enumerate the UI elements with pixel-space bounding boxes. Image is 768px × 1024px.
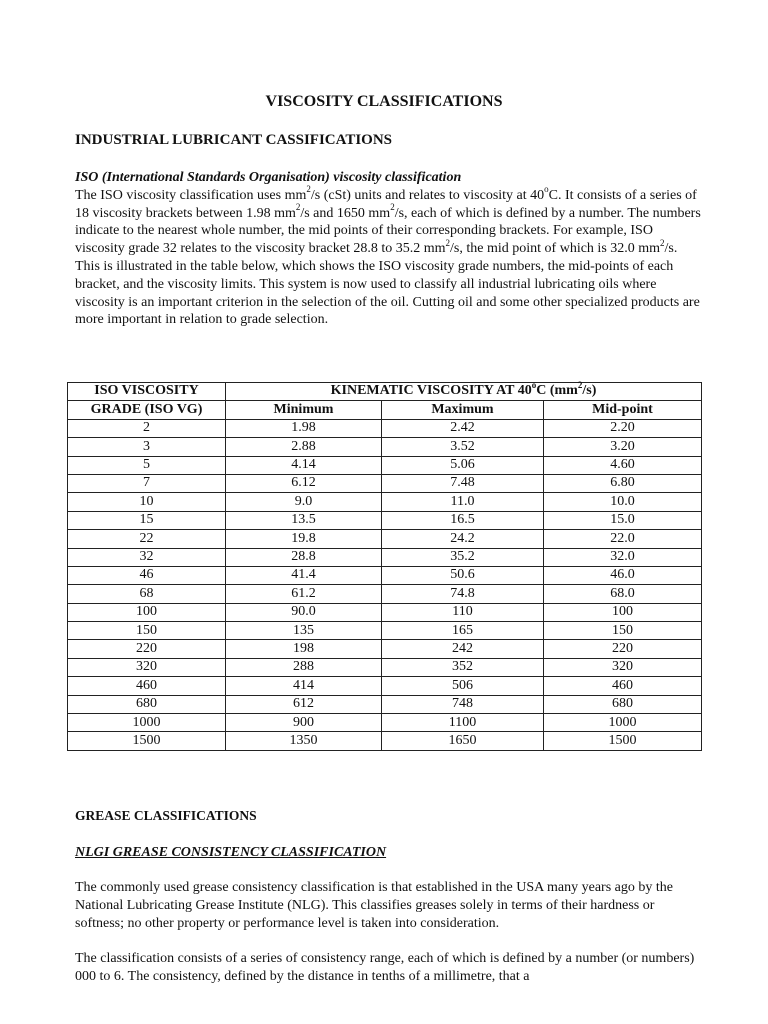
cell-minimum: 13.5 <box>226 511 382 529</box>
iso-sup-3: 2 <box>295 201 301 212</box>
table-row <box>68 530 702 548</box>
iso-text-2: /s (cSt) units and relates to viscosity at 40 <box>310 187 545 203</box>
cell-maximum: 16.5 <box>381 511 543 529</box>
cell-midpoint: 22.0 <box>543 530 701 548</box>
iso-text-6: /s, the mid point of which is 32.0 mm <box>450 241 661 257</box>
table-row <box>68 677 702 695</box>
cell-minimum: 19.8 <box>226 530 382 548</box>
iso-sup-2: o <box>544 184 549 195</box>
iso-sup-1: 2 <box>306 184 311 195</box>
iso-text-4: /s and 1650 mm <box>300 205 391 221</box>
table-row <box>68 732 702 750</box>
grease-paragraph-2: The classification consists of a series of consistency range, each of which is defined by a number (or numbers) 000 to 6. The consistency, defined by the distance in tenths of a millimetre, that a <box>75 951 695 984</box>
cell-maximum: 3.52 <box>381 438 543 456</box>
grade-header <box>68 383 226 401</box>
table-row <box>68 456 702 474</box>
cell-maximum: 1100 <box>381 714 543 732</box>
col-minimum: Minimum <box>226 401 382 419</box>
table-row <box>68 603 702 621</box>
industrial-lubricant-heading: INDUSTRIAL LUBRICANT CASSIFICATIONS <box>75 132 393 148</box>
cell-maximum: 5.06 <box>381 456 543 474</box>
grade-header-line1: ISO VISCOSITY <box>94 383 199 399</box>
cell-grade: 15 <box>68 511 226 529</box>
cell-maximum: 50.6 <box>381 566 543 584</box>
cell-midpoint: 32.0 <box>543 548 701 566</box>
cell-grade: 32 <box>68 548 226 566</box>
cell-minimum: 288 <box>226 658 382 676</box>
grease-paragraph-1: The commonly used grease consistency classification is that established in the USA many years ago by the National Lubricating Grease Institute (NLG). This classifies greases solely in terms of their hardness or softness; no other property or performance level is taken into consideration. <box>75 880 673 931</box>
cell-minimum: 1.98 <box>226 419 382 437</box>
iso-subheading: ISO (International Standards Organisation) viscosity classification <box>75 170 462 185</box>
nlgi-heading: NLGI GREASE CONSISTENCY CLASSIFICATION <box>75 845 387 860</box>
cell-grade: 22 <box>68 530 226 548</box>
cell-grade: 100 <box>68 603 226 621</box>
cell-maximum: 165 <box>381 622 543 640</box>
cell-grade: 7 <box>68 474 226 492</box>
cell-midpoint: 1000 <box>543 714 701 732</box>
cell-minimum: 41.4 <box>226 566 382 584</box>
cell-maximum: 506 <box>381 677 543 695</box>
table-row <box>68 640 702 658</box>
cell-grade: 68 <box>68 585 226 603</box>
grease-heading: GREASE CLASSIFICATIONS <box>75 808 257 823</box>
cell-grade: 680 <box>68 695 226 713</box>
cell-grade: 46 <box>68 566 226 584</box>
cell-grade: 10 <box>68 493 226 511</box>
cell-maximum: 1650 <box>381 732 543 750</box>
iso-text-5: /s, each of which is defined by a number. The numbers indicate to the nearest whole number, the mid points of their corresponding brackets. For example, ISO viscosity grade 32 relates to the viscosity bracket 28.8 to 35.2 mm <box>75 205 701 257</box>
cell-minimum: 612 <box>226 695 382 713</box>
table-row <box>68 438 702 456</box>
cell-minimum: 198 <box>226 640 382 658</box>
cell-midpoint: 10.0 <box>543 493 701 511</box>
cell-minimum: 90.0 <box>226 603 382 621</box>
cell-maximum: 24.2 <box>381 530 543 548</box>
cell-maximum: 11.0 <box>381 493 543 511</box>
cell-minimum: 2.88 <box>226 438 382 456</box>
iso-text-3: C. It consists of a series of 18 viscosity brackets between 1.98 mm <box>75 187 697 221</box>
table-row <box>68 419 702 437</box>
cell-maximum: 35.2 <box>381 548 543 566</box>
kin-header-sup-1: o <box>531 379 537 390</box>
cell-grade: 220 <box>68 640 226 658</box>
cell-minimum: 135 <box>226 622 382 640</box>
cell-minimum: 9.0 <box>226 493 382 511</box>
cell-minimum: 900 <box>226 714 382 732</box>
table-row <box>68 493 702 511</box>
cell-maximum: 352 <box>381 658 543 676</box>
cell-midpoint: 2.20 <box>543 419 701 437</box>
table-row <box>68 474 702 492</box>
table-row <box>68 511 702 529</box>
grease-section <box>75 879 705 1004</box>
iso-text-1: The ISO viscosity classification uses mm <box>75 187 307 203</box>
cell-grade: 150 <box>68 622 226 640</box>
table-subheader-row <box>68 401 702 419</box>
iso-paragraph <box>75 184 705 329</box>
table-row <box>68 658 702 676</box>
cell-minimum: 6.12 <box>226 474 382 492</box>
table-row <box>68 622 702 640</box>
cell-minimum: 1350 <box>226 732 382 750</box>
cell-maximum: 2.42 <box>381 419 543 437</box>
table-row <box>68 548 702 566</box>
kin-header-text-2: C (mm <box>536 383 578 399</box>
cell-midpoint: 4.60 <box>543 456 701 474</box>
iso-section <box>75 169 705 329</box>
cell-midpoint: 680 <box>543 695 701 713</box>
cell-minimum: 28.8 <box>226 548 382 566</box>
viscosity-table <box>67 379 702 751</box>
cell-maximum: 74.8 <box>381 585 543 603</box>
iso-sup-4: 2 <box>390 201 395 212</box>
cell-minimum: 414 <box>226 677 382 695</box>
cell-midpoint: 150 <box>543 622 701 640</box>
cell-midpoint: 15.0 <box>543 511 701 529</box>
cell-maximum: 242 <box>381 640 543 658</box>
kin-header-text-1: KINEMATIC VISCOSITY AT 40 <box>330 383 532 399</box>
cell-midpoint: 6.80 <box>543 474 701 492</box>
cell-grade: 1500 <box>68 732 226 750</box>
table-body <box>68 419 702 750</box>
iso-text-7: /s. This is illustrated in the table below, which shows the ISO viscosity grade numbers, the mid-points of each bracket, and the viscosity limits. This system is now used to classify all industrial lubricating oils where viscosity is an important criterion in the selection of the oil. Cutting oil and some other specialized products are more important in relation to grade selection. <box>75 241 700 328</box>
cell-midpoint: 1500 <box>543 732 701 750</box>
iso-sup-5: 2 <box>445 237 451 248</box>
grade-header-line2: GRADE (ISO VG) <box>90 401 203 417</box>
iso-sup-6: 2 <box>660 237 665 248</box>
cell-grade: 460 <box>68 677 226 695</box>
cell-midpoint: 460 <box>543 677 701 695</box>
kinematic-header <box>226 379 702 401</box>
kin-header-text-3: /s) <box>582 383 597 399</box>
table-header-row <box>68 383 702 401</box>
cell-midpoint: 3.20 <box>543 438 701 456</box>
cell-grade: 5 <box>68 456 226 474</box>
cell-midpoint: 220 <box>543 640 701 658</box>
page-title: VISCOSITY CLASSIFICATIONS <box>265 93 503 110</box>
cell-maximum: 748 <box>381 695 543 713</box>
col-midpoint: Mid-point <box>543 401 701 419</box>
cell-grade: 320 <box>68 658 226 676</box>
table-row <box>68 585 702 603</box>
grade-header-2 <box>68 401 226 419</box>
cell-minimum: 61.2 <box>226 585 382 603</box>
cell-midpoint: 46.0 <box>543 566 701 584</box>
kin-header-sup-2: 2 <box>577 379 583 390</box>
col-maximum: Maximum <box>381 401 543 419</box>
cell-grade: 2 <box>68 419 226 437</box>
cell-midpoint: 68.0 <box>543 585 701 603</box>
table-row <box>68 566 702 584</box>
cell-maximum: 7.48 <box>381 474 543 492</box>
table-row <box>68 695 702 713</box>
cell-grade: 1000 <box>68 714 226 732</box>
table-row <box>68 714 702 732</box>
cell-midpoint: 100 <box>543 603 701 621</box>
cell-minimum: 4.14 <box>226 456 382 474</box>
cell-midpoint: 320 <box>543 658 701 676</box>
cell-grade: 3 <box>68 438 226 456</box>
cell-maximum: 110 <box>381 603 543 621</box>
